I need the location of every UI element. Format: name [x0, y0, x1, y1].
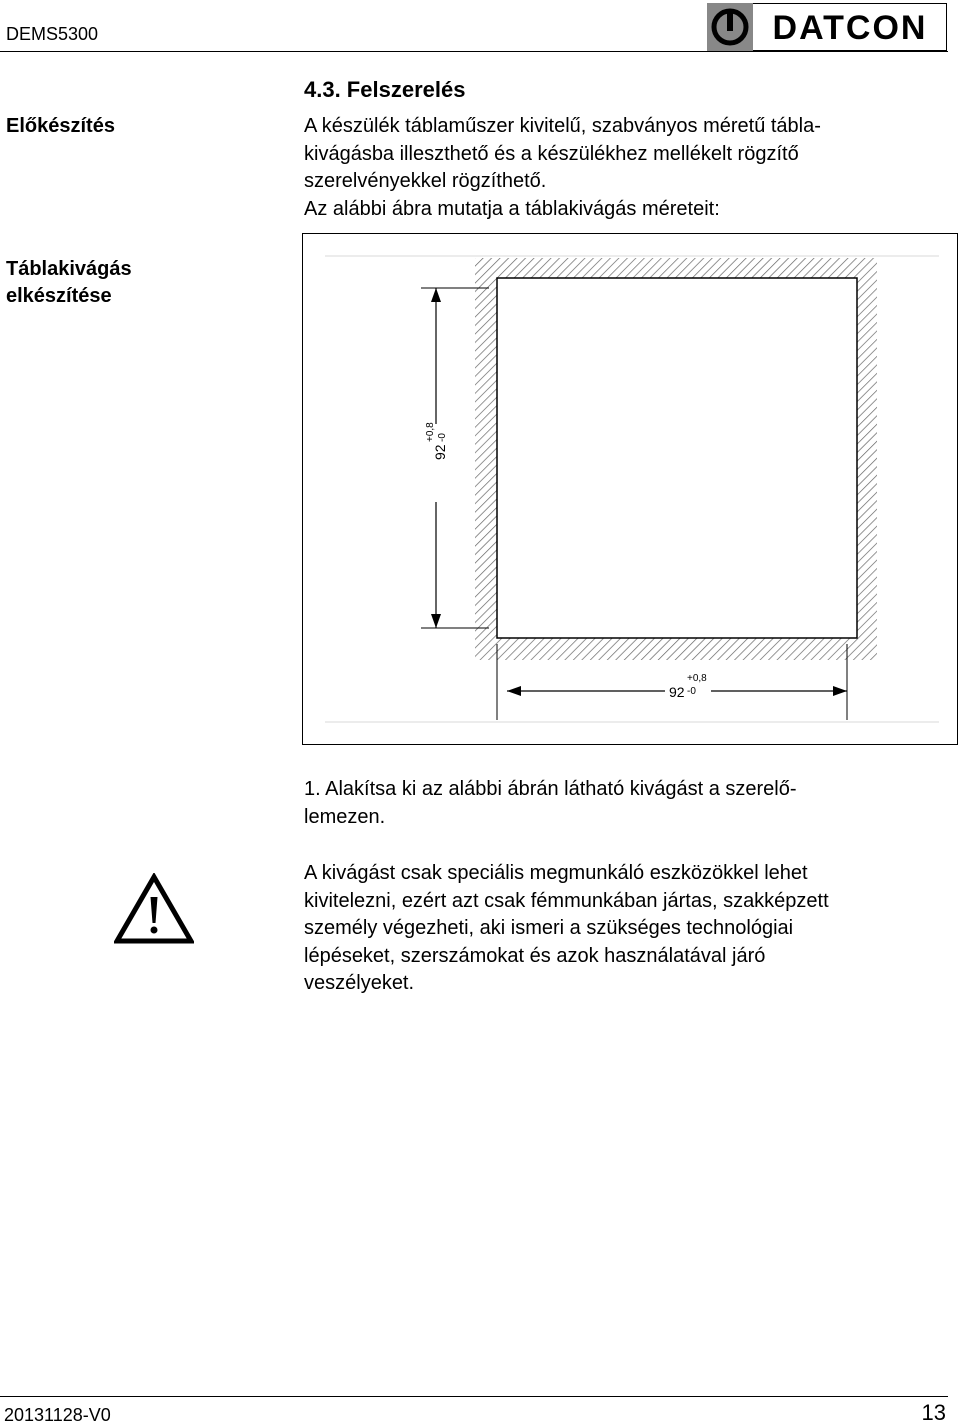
document-id: DEMS5300: [6, 24, 99, 44]
sidebar-label-cutout-line2: elkészítése: [6, 285, 112, 307]
warning-line: személy végezheti, aki ismeri a szükséges technológiai: [304, 917, 794, 939]
step-line: 1. Alakítsa ki az alábbi ábrán látható kivágást a szerelő-: [304, 778, 797, 800]
horizontal-dim-tol-plus: +0,8: [687, 673, 707, 684]
intro-line: kivágásba illeszthető és a készülékhez mellékelt rögzítő: [304, 142, 799, 165]
intro-line: Az alábbi ábra mutatja a táblakivágás méreteit:: [304, 197, 720, 220]
sidebar-label-cutout-line1: Táblakivágás: [6, 258, 132, 280]
cutout-opening: [497, 278, 857, 638]
logo-text: DATCON: [772, 9, 928, 47]
horizontal-dim-tol-minus: -0: [687, 686, 696, 697]
step-line: lemezen.: [304, 805, 386, 828]
sidebar-label-preparation: Előkészítés: [6, 115, 115, 137]
intro-line: A készülék táblaműszer kivitelű, szabványos méretű tábla-: [304, 115, 821, 137]
horizontal-dim-base: 92: [669, 684, 685, 700]
step-instruction: [304, 776, 944, 831]
page-number: 13: [921, 1400, 946, 1425]
horizontal-arrow-right: [833, 686, 847, 696]
intro-line: szerelvényekkel rögzíthető.: [304, 170, 547, 192]
vertical-dim-tol-plus: +0,8: [425, 422, 436, 442]
section-heading: 4.3. Felszerelés: [304, 77, 466, 102]
vertical-arrow-bottom: [431, 614, 441, 628]
intro-paragraph: [304, 113, 944, 223]
cutout-drawing: [303, 234, 957, 744]
footer-version: 20131128-V0: [4, 1405, 111, 1425]
warning-line: veszélyeket.: [304, 972, 415, 994]
cutout-figure: [302, 233, 958, 745]
footer-rule: [0, 1396, 948, 1397]
horizontal-arrow-left: [507, 686, 521, 696]
datcon-logo: [707, 3, 947, 51]
vertical-arrow-top: [431, 288, 441, 302]
vertical-dim-base: 92: [432, 444, 448, 460]
warning-line: kivitelezni, ezért azt csak fémmunkában jártas, szakképzett: [304, 889, 829, 912]
warning-line: lépéseket, szerszámokat és azok használatával járó: [304, 944, 766, 967]
vertical-dim-tol-minus: -0: [437, 433, 448, 442]
warning-triangle-icon: [114, 873, 194, 945]
warning-paragraph: [304, 860, 944, 998]
warning-line: A kivágást csak speciális megmunkáló eszközökkel lehet: [304, 862, 808, 884]
header-rule: [0, 51, 948, 52]
